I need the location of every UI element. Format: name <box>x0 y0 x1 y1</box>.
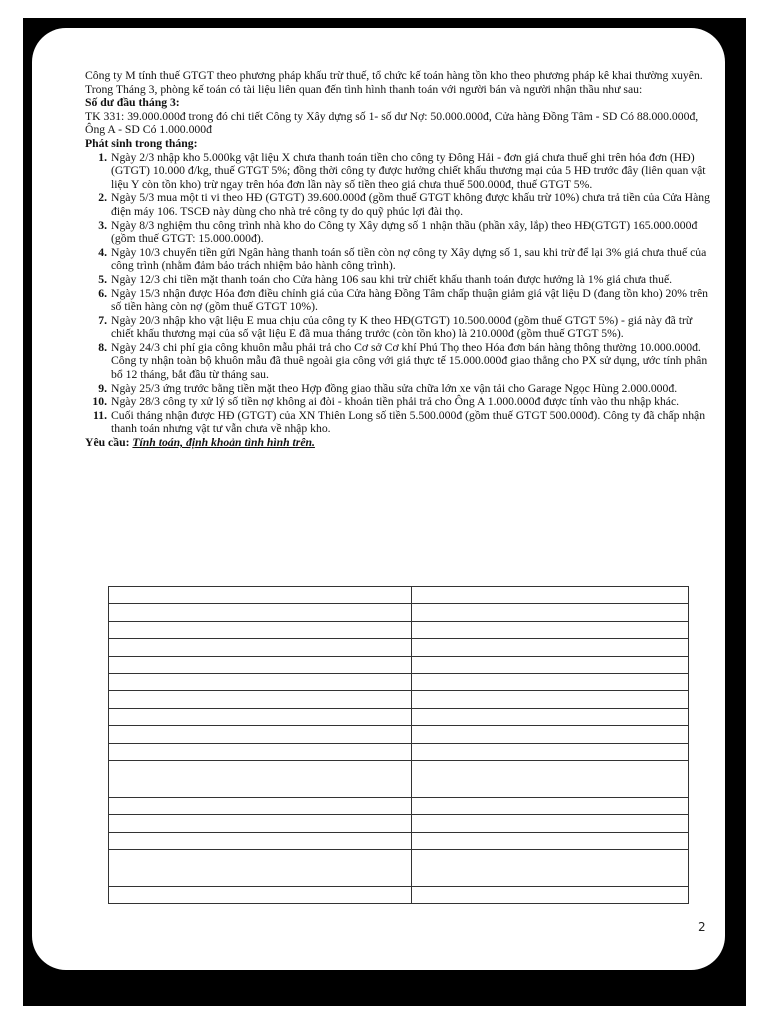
answer-row <box>109 887 689 904</box>
answer-cell-left[interactable] <box>109 691 412 708</box>
answer-cell-right[interactable] <box>412 639 689 656</box>
answer-row <box>109 673 689 690</box>
transactions-heading: Phát sinh trong tháng: <box>85 136 198 150</box>
answer-cell-right[interactable] <box>412 760 689 797</box>
intro-paragraph-2: Trong Tháng 3, phòng kế toán có tài liệu liên quan đến tình hình thanh toán với người bán và người nhận thầu như sau: <box>85 82 643 96</box>
transaction-text: Ngày 24/3 chi phí gia công khuôn mẫu phải trả cho Cơ sở Cơ khí Phú Thọ theo Hóa đơn bán hàng thông thường 10.000.000đ. Công ty nhận toàn bộ khuôn mẫu đã thuê ngoài gia công với giá thực tế 15.000.000đ giao thẳng cho PX sử dụng, ước tính phân bổ 12 tháng, bắt đầu từ tháng sau. <box>111 340 708 382</box>
answer-cell-left[interactable] <box>109 604 412 621</box>
answer-cell-left[interactable] <box>109 656 412 673</box>
transaction-text: Ngày 28/3 công ty xử lý số tiền nợ không ai đòi - khoản tiền phải trả cho Ông A 1.000.000đ được tính vào thu nhập khác. <box>111 395 680 409</box>
answer-row <box>109 797 689 814</box>
answer-cell-right[interactable] <box>412 691 689 708</box>
transaction-number: 5. <box>98 272 107 286</box>
answer-cell-left[interactable] <box>109 708 412 725</box>
transaction-item <box>93 408 715 436</box>
transaction-number: 9. <box>98 381 107 395</box>
requirement <box>85 436 715 450</box>
transaction-item <box>92 395 715 409</box>
transaction-text: Ngày 10/3 chuyển tiền gửi Ngân hàng thanh toán số tiền còn nợ công ty Xây dựng số 1, sau khi trừ để lại 3% giá chưa thuế của công trình (nhằm đảm bảo trách nhiệm bảo hành công trình). <box>111 245 707 273</box>
transaction-text: Ngày 2/3 nhập kho 5.000kg vật liệu X chưa thanh toán tiền cho công ty Đông Hải - đơn giá chưa thuế ghi trên hóa đơn (HĐ) (GTGT) 10.000 đ/kg, thuế GTGT 5%; đồng thời công ty được hưởng chiết khấu thương mại của 5 HĐ trước đây (liên quan vật liệu Y còn tồn kho) trừ ngay trên hóa đơn lần này số tiền theo giá chưa thuế 500.000đ, thuế GTGT 5%. <box>111 150 706 191</box>
intro-paragraph-1: Công ty M tính thuế GTGT theo phương pháp khấu trừ thuế, tổ chức kế toán hàng tồn kho theo phương pháp kê khai thường xuyên. <box>85 69 703 82</box>
exercise-text <box>85 69 715 450</box>
opening-balance-heading: Số dư đầu tháng 3: <box>85 96 180 110</box>
transaction-text: Ngày 15/3 nhận được Hóa đơn điều chỉnh giá của Cửa hàng Đồng Tâm chấp thuận giảm giá vật liệu D (đang tồn kho) 20% trên số tiền hàng còn nợ (gồm thuế GTGT 10%). <box>111 286 709 314</box>
answer-cell-right[interactable] <box>412 708 689 725</box>
transaction-item <box>98 286 715 314</box>
transaction-number: 2. <box>98 191 107 205</box>
answer-cell-left[interactable] <box>109 850 412 887</box>
page-number: 2 <box>698 920 706 934</box>
answer-cell-right[interactable] <box>412 656 689 673</box>
answer-cell-left[interactable] <box>109 797 412 814</box>
transaction-item <box>98 150 715 192</box>
answer-cell-right[interactable] <box>412 621 689 638</box>
answer-row <box>109 656 689 673</box>
answer-cell-left[interactable] <box>109 832 412 849</box>
transaction-item <box>98 245 715 273</box>
answer-cell-left[interactable] <box>109 639 412 656</box>
requirement-task: Tính toán, định khoản tình hình trên. <box>132 436 315 450</box>
answer-cell-right[interactable] <box>412 797 689 814</box>
answer-row <box>109 587 689 604</box>
answer-cell-left[interactable] <box>109 726 412 743</box>
transaction-item <box>98 191 715 218</box>
answer-row <box>109 621 689 638</box>
transaction-item <box>98 340 715 382</box>
transaction-item <box>98 272 715 287</box>
transaction-item <box>98 218 715 246</box>
document-page <box>32 28 725 970</box>
answer-cell-left[interactable] <box>109 815 412 832</box>
answer-row <box>109 691 689 708</box>
transaction-number: 7. <box>98 313 107 327</box>
answer-row <box>109 760 689 797</box>
transaction-number: 8. <box>98 340 107 354</box>
answer-cell-left[interactable] <box>109 743 412 760</box>
answer-cell-left[interactable] <box>109 887 412 904</box>
transaction-text: Ngày 8/3 nghiệm thu công trình nhà kho do Công ty Xây dựng số 1 nhận thầu (phần xây, lắp) theo HĐ(GTGT) 165.000.000đ (gồm thuế GTGT: 15.000.000đ). <box>111 218 698 246</box>
answer-cell-left[interactable] <box>109 587 412 604</box>
requirement-label: Yêu cầu: <box>85 436 130 450</box>
transaction-text: Ngày 25/3 ứng trước bằng tiền mặt theo Hợp đồng giao thầu sửa chữa lớn xe vận tải cho Garage Ngọc Hùng 2.000.000đ. <box>111 381 678 395</box>
answer-row <box>109 815 689 832</box>
transaction-text: Cuối tháng nhận được HĐ (GTGT) của XN Thiên Long số tiền 5.500.000đ (gồm thuế GTGT 500.000đ). Công ty đã chấp nhận thanh toán nhưng vật tư vẫn chưa về nhập kho. <box>111 408 706 436</box>
answer-row <box>109 604 689 621</box>
answer-row <box>109 832 689 849</box>
answer-cell-right[interactable] <box>412 726 689 743</box>
answer-row <box>109 726 689 743</box>
answer-row <box>109 708 689 725</box>
answer-cell-right[interactable] <box>412 743 689 760</box>
answer-row <box>109 639 689 656</box>
transaction-number: 11. <box>93 408 107 422</box>
answer-row <box>109 743 689 760</box>
transaction-number: 3. <box>98 218 107 232</box>
answer-cell-right[interactable] <box>412 832 689 849</box>
transaction-text: Ngày 20/3 nhập kho vật liệu E mua chịu của công ty K theo HĐ(GTGT) 10.500.000đ (gồm thuế GTGT 5%) - giá này đã trừ chiết khấu thương mại của số vật liệu E đã mua tháng trước (còn tồn kho) là 210.000đ (gồm thuế GTGT 5%). <box>111 313 693 341</box>
answer-table <box>108 586 689 904</box>
transaction-item <box>98 381 715 396</box>
answer-cell-right[interactable] <box>412 887 689 904</box>
answer-cell-left[interactable] <box>109 621 412 638</box>
answer-cell-left[interactable] <box>109 673 412 690</box>
answer-cell-right[interactable] <box>412 850 689 887</box>
answer-cell-right[interactable] <box>412 673 689 690</box>
transaction-list <box>85 151 715 436</box>
transaction-number: 4. <box>98 245 107 259</box>
answer-cell-right[interactable] <box>412 604 689 621</box>
answer-cell-left[interactable] <box>109 760 412 797</box>
answer-cell-right[interactable] <box>412 587 689 604</box>
transaction-item <box>98 313 715 341</box>
answer-row <box>109 850 689 887</box>
transaction-text: Ngày 12/3 chi tiền mặt thanh toán cho Cửa hàng 106 sau khi trừ chiết khấu thanh toán được hưởng là 1% giá chưa thuế. <box>111 272 673 286</box>
answer-cell-right[interactable] <box>412 815 689 832</box>
transaction-number: 6. <box>98 286 107 300</box>
opening-balance-text: TK 331: 39.000.000đ trong đó chi tiết Công ty Xây dựng số 1- số dư Nợ: 50.000.000đ, Cửa hàng Đồng Tâm - SD Có 88.000.000đ, Ông A - SD Có 1.000.000đ <box>85 109 699 137</box>
transaction-number: 1. <box>98 150 107 164</box>
transaction-text: Ngày 5/3 mua một ti vi theo HĐ (GTGT) 39.600.000đ (gồm thuế GTGT không được khấu trừ 10%) chưa trả tiền của Cửa Hàng điện máy 106. TSCĐ này dùng cho nhà trẻ công ty do quỹ phúc lợi đài thọ. <box>111 191 710 218</box>
transaction-number: 10. <box>92 395 107 409</box>
